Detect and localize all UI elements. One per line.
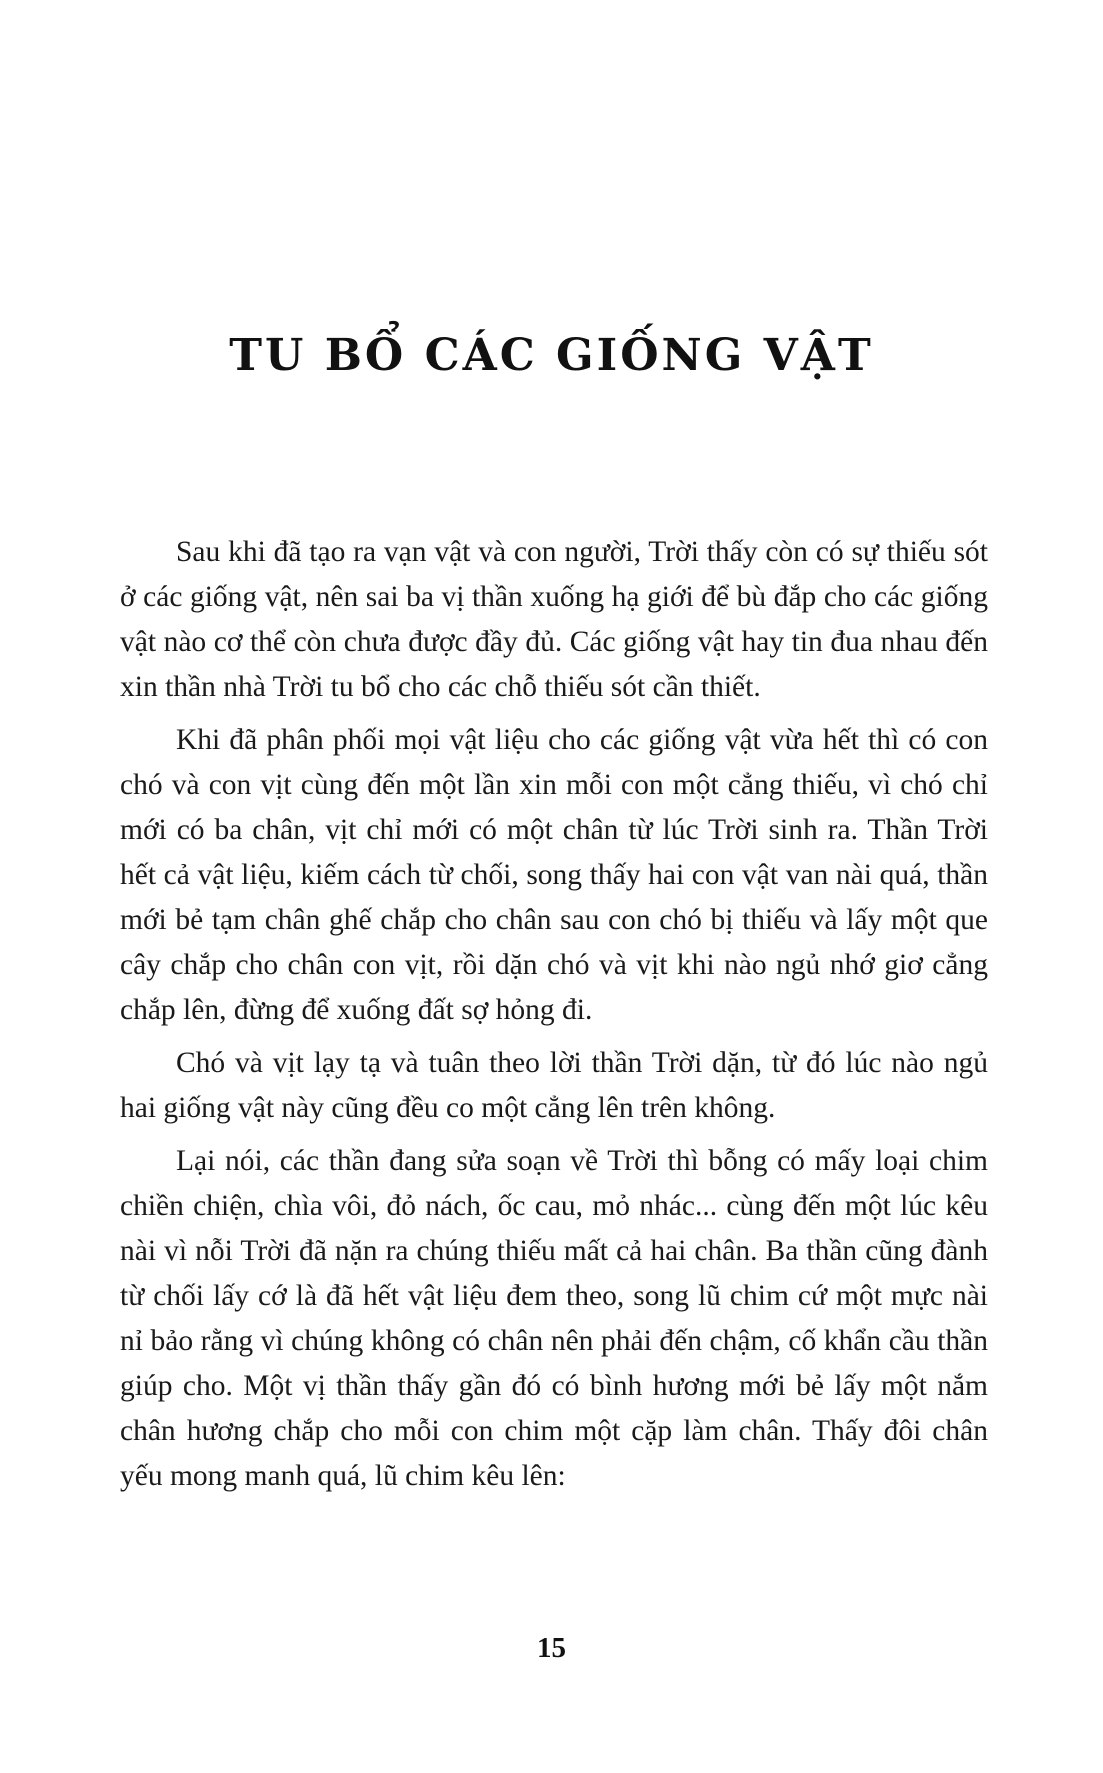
page-number: 15 <box>537 1632 566 1664</box>
paragraph: Khi đã phân phối mọi vật liệu cho các giống vật vừa hết thì có con chó và con vịt cùng đến một lần xin mỗi con một cẳng thiếu, vì chó chỉ mới có ba chân, vịt chỉ mới có một chân từ lúc Trời sinh ra. Thần Trời hết cả vật liệu, kiếm cách từ chối, song thấy hai con vật van nài quá, thần mới bẻ tạm chân ghế chắp cho chân sau con chó bị thiếu và lấy một que cây chắp cho chân con vịt, rồi dặn chó và vịt khi nào ngủ nhớ giơ cẳng chắp lên, đừng để xuống đất sợ hỏng đi. <box>120 724 988 1026</box>
story-body <box>120 530 988 1507</box>
paragraph: Lại nói, các thần đang sửa soạn về Trời thì bỗng có mấy loại chim chiền chiện, chìa vôi, đỏ nách, ốc cau, mỏ nhác... cùng đến một lúc kêu nài vì nỗi Trời đã nặn ra chúng thiếu mất cả hai chân. Ba thần cũng đành từ chối lấy cớ là đã hết vật liệu đem theo, song lũ chim cứ một mực nài nỉ bảo rằng vì chúng không có chân nên phải đến chậm, cố khẩn cầu thần giúp cho. Một vị thần thấy gần đó có bình hương mới bẻ lấy một nắm chân hương chắp cho mỗi con chim một cặp làm chân. Thấy đôi chân yếu mong manh quá, lũ chim kêu lên: <box>120 1145 988 1492</box>
paragraph: Chó và vịt lạy tạ và tuân theo lời thần Trời dặn, từ đó lúc nào ngủ hai giống vật này cũng đều co một cẳng lên trên không. <box>120 1047 988 1124</box>
chapter-title: TU BỔ CÁC GIỐNG VẬT <box>229 330 874 381</box>
paragraph: Sau khi đã tạo ra vạn vật và con người, Trời thấy còn có sự thiếu sót ở các giống vật, nên sai ba vị thần xuống hạ giới để bù đắp cho các giống vật nào cơ thể còn chưa được đầy đủ. Các giống vật hay tin đua nhau đến xin thần nhà Trời tu bổ cho các chỗ thiếu sót cần thiết. <box>120 536 988 703</box>
